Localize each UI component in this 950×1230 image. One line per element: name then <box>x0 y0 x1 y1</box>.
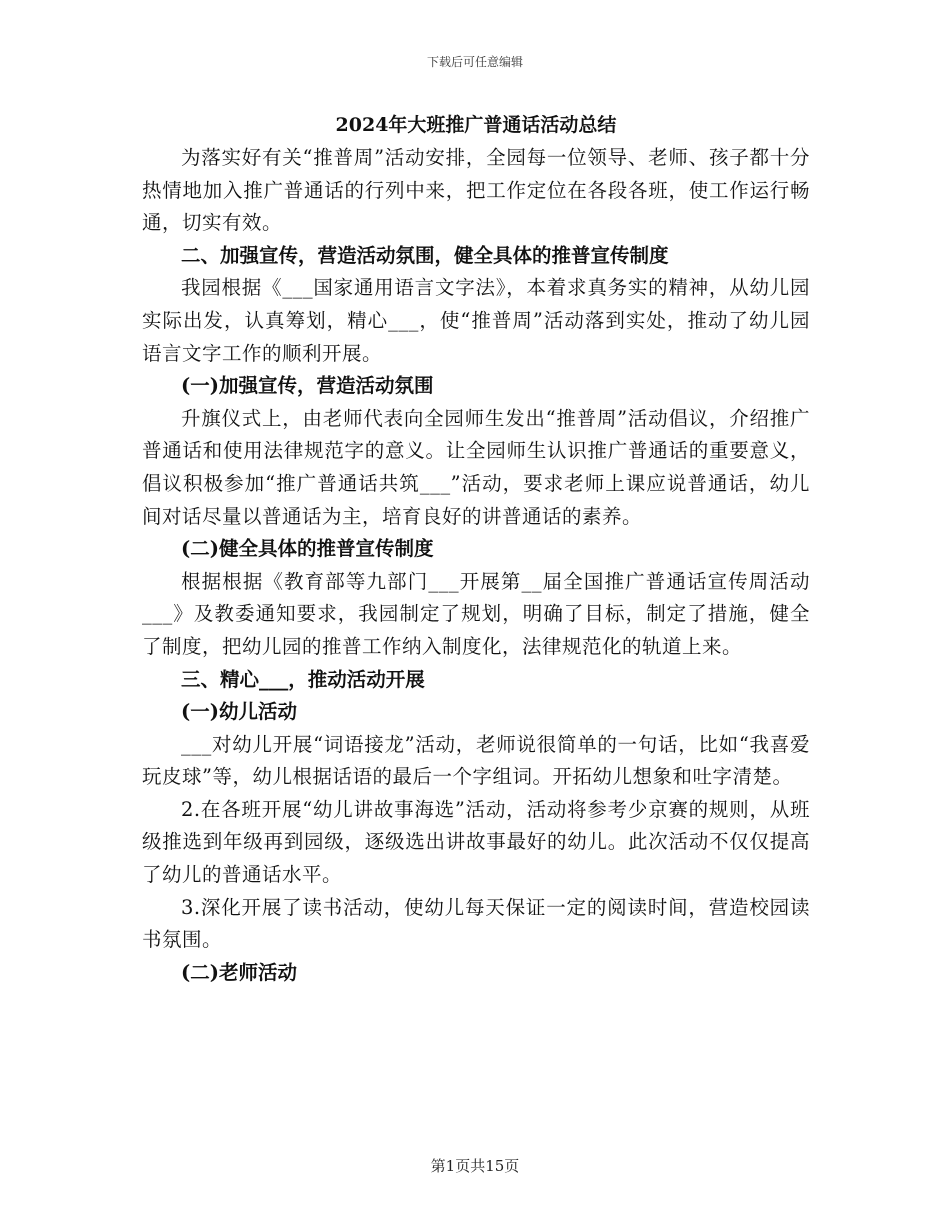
paragraph-2-2: 根据根据《教育部等九部门___开展第__届全国推广普通话宣传周活动___》及教委通知要求，我园制定了规划，明确了目标，制定了措施，健全了制度，把幼儿园的推普工作纳入制度化，法律规范化的轨道上来。 <box>142 569 810 658</box>
paragraph-2-1: 升旗仪式上，由老师代表向全园师生发出“推普周”活动倡议，介绍推广普通话和使用法律规范字的意义。让全园师生认识推广普通话的重要意义，倡议积极参加“推广普通话共筑___”活动，要求老师上课应说普通话，幼儿间对话尽量以普通话为主，培育良好的讲普通话的素养。 <box>142 406 810 528</box>
paragraph-3-1-item-1: ___对幼儿开展“词语接龙”活动，老师说很简单的一句话，比如“我喜爱玩皮球”等，幼儿根据话语的最后一个字组词。开拓幼儿想象和吐字清楚。 <box>142 732 810 789</box>
section-heading-3: 三、精心___，推动活动开展 <box>181 667 425 691</box>
paragraph-3-1-item-2: 2.在各班开展“幼儿讲故事海选”活动，活动将参考少京赛的规则，从班级推选到年级再到园级，逐级选出讲故事最好的幼儿。此次活动不仅仅提高了幼儿的普通话水平。 <box>142 797 810 887</box>
page-number-footer: 第1页共15页 <box>430 1157 520 1175</box>
subheading-3-2: (二)老师活动 <box>181 960 297 984</box>
document-body <box>142 110 810 989</box>
paragraph-section-2: 我园根据《___国家通用语言文字法》，本着求真务实的精神，从幼儿园实际出发，认真筹划，精心___，使“推普周”活动落到实处，推动了幼儿园语言文字工作的顺利开展。 <box>142 276 810 365</box>
document-title: 2024年大班推广普通话活动总结 <box>335 114 617 136</box>
section-heading-2: 二、加强宣传，营造活动氛围，健全具体的推普宣传制度 <box>181 243 669 267</box>
paragraph-intro: 为落实好有关“推普周”活动安排，全园每一位领导、老师、孩子都十分热情地加入推广普通话的行列中来，把工作定位在各段各班，使工作运行畅通，切实有效。 <box>142 146 810 235</box>
paragraph-3-1-item-3: 3.深化开展了读书活动，使幼儿每天保证一定的阅读时间，营造校园读书氛围。 <box>142 895 810 952</box>
subheading-2-2: (二)健全具体的推普宣传制度 <box>181 537 434 561</box>
subheading-3-1: (一)幼儿活动 <box>181 700 297 724</box>
header-note: 下载后可任意编辑 <box>426 55 523 69</box>
subheading-2-1: (一)加强宣传，营造活动氛围 <box>181 374 434 398</box>
